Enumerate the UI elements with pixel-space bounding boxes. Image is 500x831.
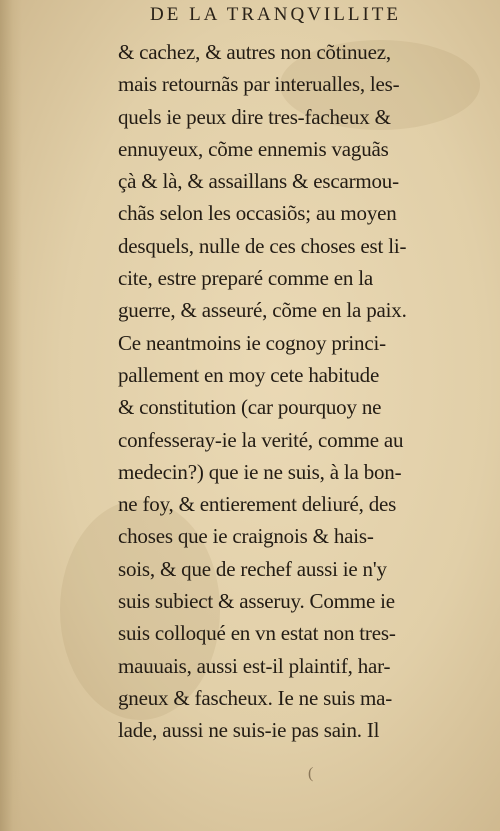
text-line: pallement en moy cete habitude [118, 362, 380, 387]
text-line: suis colloqué en vn estat non tres- [118, 621, 396, 646]
text-line: mauuais, aussi est-il plaintif, har- [118, 653, 391, 678]
text-line: chãs selon les occasiõs; au moyen [118, 201, 397, 226]
text-line: medecin?) que ie ne suis, à la bon- [118, 459, 402, 484]
page-gutter-shadow [0, 0, 22, 831]
text-line: choses que ie craignois & hais- [118, 524, 374, 549]
text-line: sois, & que de rechef aussi ie n'y [118, 556, 387, 581]
text-line: & cachez, & autres non cõtinuez, [118, 40, 391, 64]
text-line: gneux & fascheux. Ie ne suis ma- [118, 685, 393, 710]
text-line: guerre, & asseuré, cõme en la paix. [118, 298, 407, 323]
text-line: ennuyeux, cõme ennemis vaguãs [118, 136, 389, 161]
text-line: confesseray-ie la verité, comme au [118, 427, 404, 452]
text-line: mais retournãs par interualles, les- [118, 72, 400, 97]
text-line: cite, estre preparé comme en la [118, 266, 373, 291]
text-line: çà & là, & assaillans & escarmou- [118, 169, 399, 194]
text-line: desquels, nulle de ces choses est li- [118, 233, 407, 258]
text-line: suis subiect & asseruy. Comme ie [118, 589, 395, 614]
text-line: quels ie peux dire tres-facheux & [118, 104, 391, 129]
text-line: lade, aussi ne suis-ie pas sain. Il [118, 718, 380, 743]
body-text [118, 36, 463, 747]
running-head: DE LA TRANQVILLITE [150, 4, 402, 25]
text-line: & constitution (car pourquoy ne [118, 395, 382, 420]
text-line: ne foy, & entierement deliuré, des [118, 492, 397, 517]
page-mark: ( [308, 765, 314, 782]
text-line: Ce neantmoins ie cognoy princi- [118, 330, 386, 355]
